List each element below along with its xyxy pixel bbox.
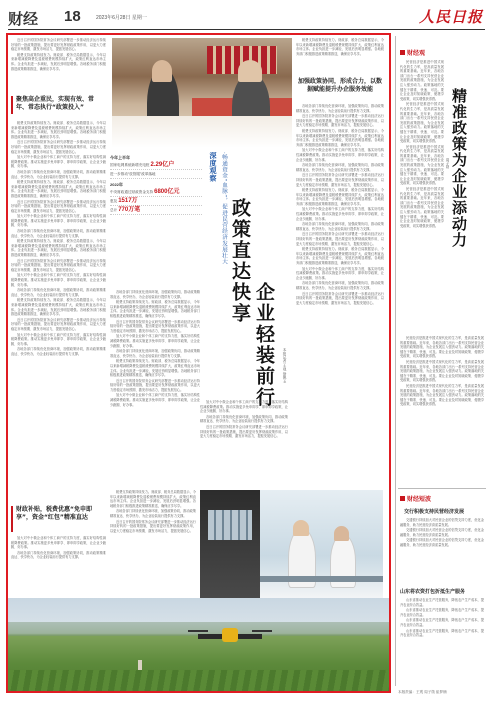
body-paragraph: 各地各部门持续优化营商环境，加强政策协同，推动政策精准直达、快享快办，为企业轻装前行提供有力支撑。 xyxy=(11,550,106,560)
briefs-tag-label: 财经短波 xyxy=(407,496,432,503)
body-paragraph: 各地各部门持续优化营商环境，加强政策协同，推动政策精准直达、快享快办，为企业轻装前行提供有力支撑。 xyxy=(11,288,106,297)
intro-paragraph-2: 税费支持政策持续发力。财政部、税务总局数据显示，今年以来新增减税降费及退税缓费规模持续扩大，政策红利直达市场主体。企业负担进一步减轻，发展后劲明显增强。各地税务部门积极推进政策精准推送，确保应享尽享。 xyxy=(11,52,106,71)
body-paragraph: 近日召开的国务院常务会议研究部署进一步推动经济运行持续好转的一批政策措施，提出要更好发挥财政政策作用，以更大力度稳定市场预期、激发市场活力，提振发展信心。 xyxy=(11,199,106,213)
page-number: 18 xyxy=(64,8,81,25)
commentary-paragraph: 民营经济是推进中国式现代化的生力军，是高质量发展的重要基础。近年来，各地各部门出台一系列支持民营企业发展的政策措施，为企业发展注入强劲动力。政策落地的关键在于精准、快速、可及。要让企业及时知晓政策、便捷享受政策，切实增强获得感。 xyxy=(400,359,484,383)
brief-paragraph: 山东省推动农业生产托管服务，降低农户生产成本，提升农业综合效益。 xyxy=(400,618,484,627)
body-column-2b xyxy=(110,490,196,594)
body-paragraph: 各地各部门持续优化营商环境，加强政策协同，推动政策精准直达、快享快办，为企业轻装前行提供有力支撑。 xyxy=(110,509,196,518)
body-paragraph: 各地各部门持续优化营商环境，加强政策协同，推动政策精准直达、快享快办，为企业轻装前行提供有力支撑。 xyxy=(200,414,288,424)
brief-paragraph: 交通银行持续加大对民营企业的信贷支持力度，优化金融服务，助力民营经济高质量发展。 xyxy=(400,518,484,527)
brief-title-1: 交行积极支持民营经济发展 xyxy=(404,509,465,515)
body-paragraph: 税费支持政策持续发力。财政部、税务总局数据显示，今年以来新增减税降费及退税缓费规模持续扩大，政策红利直达市场主体。企业负担进一步减轻，发展后劲明显增强。各地税务部门积极推进政策精准推送，确保应享尽享。 xyxy=(11,239,106,258)
brief-paragraph: 山东省推动农业生产托管服务，降低农户生产成本，提升农业综合效益。 xyxy=(400,608,484,617)
stat-value: 770万笔 xyxy=(118,207,141,213)
intro-paragraph: 近日召开的国务院常务会议研究部署进一步推动经济运行持续好转的一批政策措施，提出要更好发挥财政政策作用，以更大力度稳定市场预期、激发市场活力，提振发展信心。 xyxy=(11,38,106,52)
body-paragraph: 近日召开的国务院常务会议研究部署进一步推动经济运行持续好转的一批政策措施，提出要更好发挥财政政策作用，以更大力度稳定市场预期、激发市场活力，提振发展信心。 xyxy=(296,173,384,187)
shop-workers-photo xyxy=(112,38,292,148)
body-paragraph: 税费支持政策持续发力。财政部、税务总局数据显示，今年以来新增减税降费及退税缓费规模持续扩大，政策红利直达市场主体。企业负担进一步减轻，发展后劲明显增强。各地税务部门积极推进政策精准推送，确保应享尽享。 xyxy=(296,188,384,206)
section-rule xyxy=(398,488,486,489)
subhead-1: 聚焦高企重民，实现有效、常年、常态执行“政策投入” xyxy=(16,96,95,111)
commentary-tag xyxy=(400,48,425,57)
commentary-headline: 精准政策为企业添动力 xyxy=(450,88,468,248)
body-paragraph: 税费支持政策持续发力。财政部、税务总局数据显示，今年以来新增减税降费及退税缓费规模持续扩大，政策红利直达市场主体。企业负担进一步减轻，发展后劲明显增强。各地税务部门积极推进政策精准推送，确保应享尽享。 xyxy=(296,128,384,147)
brief-body-1 xyxy=(400,518,484,580)
body-paragraph: 加大对中小微企业和个体工商户的支持力度，落实好结构性减税降费政策。推动实施更多免申即享、即申即享政策，让企业少跑腿、好办事。 xyxy=(296,148,384,162)
body-paragraph: 税费支持政策持续发力。财政部、税务总局数据显示，今年以来新增减税降费及退税缓费规模持续扩大，政策红利直达市场主体。企业负担进一步减轻，发展后劲明显增强。各地税务部门积极推进政策精准推送，确保应享尽享。 xyxy=(11,121,106,139)
commentary-paragraph: 民营经济是推进中国式现代化的生力军，是高质量发展的重要基础。近年来，各地各部门出台一系列支持民营企业发展的政策措施，为企业发展注入强劲动力。政策落地的关键在于精准、快速、可及。要让企业及时知晓政策、便捷享受政策，切实增强获得感。 xyxy=(400,102,444,144)
stat-line xyxy=(110,163,202,170)
stat-line xyxy=(110,190,202,197)
body-paragraph: 各地各部门持续优化营商环境，加强政策协同，推动政策精准直达、快享快办，为企业轻装前行提供有力支撑。 xyxy=(110,349,200,358)
stat-value: 2.29亿户 xyxy=(150,162,175,168)
stat-label: 国家电网系统新增充电桩 xyxy=(110,163,150,167)
section-name: 财经 xyxy=(8,11,39,28)
commentary-column-1 xyxy=(400,60,444,330)
body-paragraph: 加大对中小微企业和个体工商户的支持力度，落实好结构性减税降费政策。推动实施更多免申即享、即申即享政策，让企业少跑腿、好办事。 xyxy=(296,207,384,221)
laboratory-photo xyxy=(200,490,383,600)
body-paragraph: 税费支持政策持续发力。财政部、税务总局数据显示，今年以来新增减税降费及退税缓费规模持续扩大，政策红利直达市场主体。企业负担进一步减轻，发展后劲明显增强。各地税务部门积极推进政策精准推送，确保应享尽享。 xyxy=(110,300,200,318)
subhead-3: 加强政策协同，形成合力，以数据赋能提升办企服务效能 xyxy=(298,78,383,93)
commentary-author: 周子勋 xyxy=(446,158,450,169)
drone-over-field-photo xyxy=(8,598,389,691)
body-column-3 xyxy=(200,400,288,486)
commentary-tag-label: 财经观 xyxy=(407,50,426,57)
body-paragraph: 各地各部门持续优化营商环境，加强政策协同，推动政策精准直达、快享快办，为企业轻装前行提供有力支撑。 xyxy=(11,347,106,356)
stat-year-2: 2022年 xyxy=(110,182,123,187)
body-paragraph: 加大对中小微企业和个体工商户的支持力度，落实好结构性减税降费政策。推动实施更多免申即享、即申即享政策，让企业少跑腿、好办事。 xyxy=(200,400,288,414)
brief-body-2 xyxy=(400,598,484,684)
briefs-tag xyxy=(400,494,431,503)
body-paragraph: 近日召开的国务院常务会议研究部署进一步推动经济运行持续好转的一批政策措施，提出要更好发挥财政政策作用，以更大力度稳定市场预期、激发市场活力，提振发展信心。 xyxy=(11,258,106,272)
masthead xyxy=(8,8,485,28)
stats-box xyxy=(110,152,202,284)
body-paragraph: 税费支持政策持续发力。财政部、税务总局数据显示，今年以来新增减税降费及退税缓费规模持续扩大，政策红利直达市场主体。企业负担进一步减轻，发展后劲明显增强。各地税务部门积极推进政策精准推送，确保应享尽享。 xyxy=(296,38,384,56)
body-paragraph: 税费支持政策持续发力。财政部、税务总局数据显示，今年以来新增减税降费及退税缓费规模持续扩大，政策红利直达市场主体。企业负担进一步减轻，发展后劲明显增强。各地税务部门积极推进政策精准推送，确保应享尽享。 xyxy=(296,247,384,265)
page-footer: 本版责编：王观 周子勋 崔梦楠 xyxy=(398,690,447,694)
body-paragraph: 加大对中小微企业和个体工商户的支持力度，落实好结构性减税降费政策。推动实施更多免申即享、即申即享政策，让企业少跑腿、好办事。 xyxy=(11,155,106,169)
body-paragraph: 近日召开的国务院常务会议研究部署进一步推动经济运行持续好转的一批政策措施，提出要更好发挥财政政策作用，以更大力度稳定市场预期、激发市场活力，提振发展信心。 xyxy=(296,232,384,246)
brief-title-2: 山东将农资打包折抵生产服务 xyxy=(400,589,466,595)
subhead-bar xyxy=(11,506,13,532)
stat-line xyxy=(110,172,202,179)
body-paragraph: 各地各部门持续优化营商环境，加强政策协同，推动政策精准直达、快享快办，为企业轻装前行提供有力支撑。 xyxy=(11,169,106,179)
body-paragraph: 加大对中小微企业和个体工商户的支持力度，落实好结构性减税降费政策。推动实施更多免申即享、即申即享政策，让企业少跑腿、好办事。 xyxy=(11,536,106,550)
stat-value: 6800亿元 xyxy=(154,189,180,195)
body-paragraph: 加大对中小微企业和个体工商户的支持力度，落实好结构性减税降费政策。推动实施更多免申即享、即申即享政策，让企业少跑腿、好办事。 xyxy=(110,334,200,348)
body-paragraph: 近日召开的国务院常务会议研究部署进一步推动经济运行持续好转的一批政策措施，提出要更好发挥财政政策作用，以更大力度稳定市场预期、激发市场活力，提振发展信心。 xyxy=(296,291,384,305)
body-paragraph: 各地各部门持续优化营商环境，加强政策协同，推动政策精准直达、快享快办，为企业轻装前行提供有力支撑。 xyxy=(296,281,384,290)
body-paragraph: 各地各部门持续优化营商环境，加强政策协同，推动政策精准直达、快享快办，为企业轻装前行提供有力支撑。 xyxy=(296,104,384,113)
brief-paragraph: 交通银行持续加大对民营企业的信贷支持力度，优化金融服务，助力民营经济高质量发展。 xyxy=(400,538,484,547)
brief-paragraph: 山东省推动农业生产托管服务，降低农户生产成本，提升农业综合效益。 xyxy=(400,598,484,607)
body-column-2 xyxy=(110,290,200,486)
body-paragraph: 各地各部门持续优化营商环境，加强政策协同，推动政策精准直达、快享快办，为企业轻装前行提供有力支撑。 xyxy=(110,290,200,299)
date-line: 2023年6月28日 星期一 xyxy=(96,15,147,21)
brief-paragraph: 山东省推动农业生产托管服务，降低农户生产成本，提升农业综合效益。 xyxy=(400,628,484,638)
body-column-4 xyxy=(296,104,384,486)
body-paragraph: 近日召开的国务院常务会议研究部署进一步推动经济运行持续好转的一批政策措施，提出要更好发挥财政政策作用，以更大力度稳定市场预期、激发市场活力，提振发展信心。 xyxy=(296,114,384,128)
body-paragraph: 加大对中小微企业和个体工商户的支持力度，落实好结构性减税降费政策。推动实施更多免申即享、即申即享政策，让企业少跑腿、好办事。 xyxy=(296,266,384,280)
stat-year-1: 今年上半年 xyxy=(110,155,130,160)
body-paragraph: 近日召开的国务院常务会议研究部署进一步推动经济运行持续好转的一批政策措施，提出要更好发挥财政政策作用，以更大力度稳定市场预期、激发市场活力，提振发展信心。 xyxy=(110,519,196,533)
feature-sub-kicker: ·畅通资金“血脉”，促进民营经济发展壮大 xyxy=(221,152,227,265)
newspaper-logo: 人民日报 xyxy=(418,8,483,26)
stat-line xyxy=(110,208,202,215)
body-paragraph: 加大对中小微企业和个体工商户的支持力度，落实好结构性减税降费政策。推动实施更多免申即享、即申即享政策，让企业少跑腿、好办事。 xyxy=(11,332,106,346)
body-column-1 xyxy=(11,121,106,501)
body-paragraph: 各地各部门持续优化营商环境，加强政策协同，推动政策精准直达、快享快办，为企业轻装前行提供有力支撑。 xyxy=(11,229,106,238)
body-column-4-top xyxy=(296,38,384,74)
commentary-column-2 xyxy=(400,336,484,476)
stat-line xyxy=(110,199,202,206)
column-divider xyxy=(395,36,396,686)
stat-label: 惠及 xyxy=(110,199,118,203)
body-paragraph: 税费支持政策持续发力。财政部、税务总局数据显示，今年以来新增减税降费及退税缓费规模持续扩大，政策红利直达市场主体。企业负担进一步减轻，发展后劲明显增强。各地税务部门积极推进政策精准推送，确保应享尽享。 xyxy=(11,298,106,317)
body-paragraph: 近日召开的国务院常务会议研究部署进一步推动经济运行持续好转的一批政策措施，提出要更好发挥财政政策作用，以更大力度稳定市场预期、激发市场活力，提振发展信心。 xyxy=(200,424,288,439)
body-paragraph: 加大对中小微企业和个体工商户的支持力度，落实好结构性减税降费政策。推动实施更多免申即享、即申即享政策，让企业少跑腿、好办事。 xyxy=(110,393,200,407)
body-paragraph: 近日召开的国务院常务会议研究部署进一步推动经济运行持续好转的一批政策措施，提出要更好发挥财政政策作用，以更大力度稳定市场预期、激发市场活力，提振发展信心。 xyxy=(11,140,106,154)
body-paragraph: 各地各部门持续优化营商环境，加强政策协同，推动政策精准直达、快享快办，为企业轻装前行提供有力支撑。 xyxy=(296,163,384,172)
body-paragraph: 近日召开的国务院常务会议研究部署进一步推动经济运行持续好转的一批政策措施，提出要更好发挥财政政策作用，以更大力度稳定市场预期、激发市场活力，提振发展信心。 xyxy=(11,317,106,331)
body-paragraph: 近日召开的国务院常务会议研究部署进一步推动经济运行持续好转的一批政策措施，提出要更好发挥财政政策作用，以更大力度稳定市场预期、激发市场活力，提振发展信心。 xyxy=(110,319,200,333)
body-paragraph: 税费支持政策持续发力。财政部、税务总局数据显示，今年以来新增减税降费及退税缓费规模持续扩大，政策红利直达市场主体。企业负担进一步减轻，发展后劲明显增强。各地税务部门积极推进政策精准推送，确保应享尽享。 xyxy=(110,490,196,508)
stat-label: 中央财政通过财政资金支持 xyxy=(110,190,154,194)
byline: 本报记者 王观 徐佩玉 xyxy=(283,348,287,383)
body-paragraph: 税费支持政策持续发力。财政部、税务总局数据显示，今年以来新增减税降费及退税缓费规模持续扩大，政策红利直达市场主体。企业负担进一步减轻，发展后劲明显增强。各地税务部门积极推进政策精准推送，确保应享尽享。 xyxy=(11,180,106,198)
masthead-rule xyxy=(8,29,485,30)
feature-kicker: 深度观察 xyxy=(209,152,217,182)
commentary-paragraph: 民营经济是推进中国式现代化的生力军，是高质量发展的重要基础。近年来，各地各部门出台一系列支持民营企业发展的政策措施，为企业发展注入强劲动力。政策落地的关键在于精准、快速、可及。要让企业及时知晓政策、便捷享受政策，切实增强获得感。 xyxy=(400,187,444,228)
body-paragraph: 近日召开的国务院常务会议研究部署进一步推动经济运行持续好转的一批政策措施，提出要更好发挥财政政策作用，以更大力度稳定市场预期、激发市场活力，提振发展信心。 xyxy=(110,378,200,392)
headline-line-1: 政策直达快享 xyxy=(229,198,251,324)
stat-label: 进一步推动“放管服”改革落地 xyxy=(110,172,156,176)
body-paragraph: 税费支持政策持续发力。财政部、税务总局数据显示，今年以来新增减税降费及退税缓费规模持续扩大，政策红利直达市场主体。企业负担进一步减轻，发展后劲明显增强。各地税务部门积极推进政策精准推送，确保应享尽享。 xyxy=(110,359,200,378)
body-paragraph: 加大对中小微企业和个体工商户的支持力度，落实好结构性减税降费政策。推动实施更多免申即享、即申即享政策，让企业少跑腿、好办事。 xyxy=(11,273,106,287)
commentary-paragraph: 民营经济是推进中国式现代化的生力军，是高质量发展的重要基础。近年来，各地各部门出台一系列支持民营企业发展的政策措施，为企业发展注入强劲动力。政策落地的关键在于精准、快速、可及。要让企业及时知晓政策、便捷享受政策，切实增强获得感。 xyxy=(400,60,444,101)
headline-line-2: 企业轻装前行 xyxy=(253,282,275,408)
stat-value: 1517万 xyxy=(118,198,138,204)
body-column-1b xyxy=(11,536,106,594)
body-paragraph: 各地各部门持续优化营商环境，加强政策协同，推动政策精准直达、快享快办，为企业轻装前行提供有力支撑。 xyxy=(296,222,384,231)
commentary-paragraph: 民营经济是推进中国式现代化的生力军，是高质量发展的重要基础。近年来，各地各部门出台一系列支持民营企业发展的政策措施，为企业发展注入强劲动力。政策落地的关键在于精准、快速、可及。要让企业及时知晓政策、便捷享受政策，切实增强获得感。 xyxy=(400,336,484,359)
subhead-2: 财政补贴，税费优惠“免申即享”，资金“红包”精准直达 xyxy=(16,506,92,521)
body-paragraph: 加大对中小微企业和个体工商户的支持力度，落实好结构性减税降费政策。推动实施更多免申即享、即申即享政策，让企业少跑腿、好办事。 xyxy=(11,214,106,228)
brief-paragraph: 交通银行持续加大对民营企业的信贷支持力度，优化金融服务，助力民营经济高质量发展。 xyxy=(400,528,484,537)
subhead-bar xyxy=(11,96,13,114)
stat-label: 总计 xyxy=(110,208,118,212)
intro-text xyxy=(11,38,106,90)
commentary-paragraph: 民营经济是推进中国式现代化的生力军，是高质量发展的重要基础。近年来，各地各部门出台一系列支持民营企业发展的政策措施，为企业发展注入强劲动力。政策落地的关键在于精准、快速、可及。要让企业及时知晓政策、便捷享受政策，切实增强获得感。 xyxy=(400,383,484,407)
commentary-paragraph: 民营经济是推进中国式现代化的生力军，是高质量发展的重要基础。近年来，各地各部门出台一系列支持民营企业发展的政策措施，为企业发展注入强劲动力。政策落地的关键在于精准、快速、可及。要让企业及时知晓政策、便捷享受政策，切实增强获得感。 xyxy=(400,144,444,186)
